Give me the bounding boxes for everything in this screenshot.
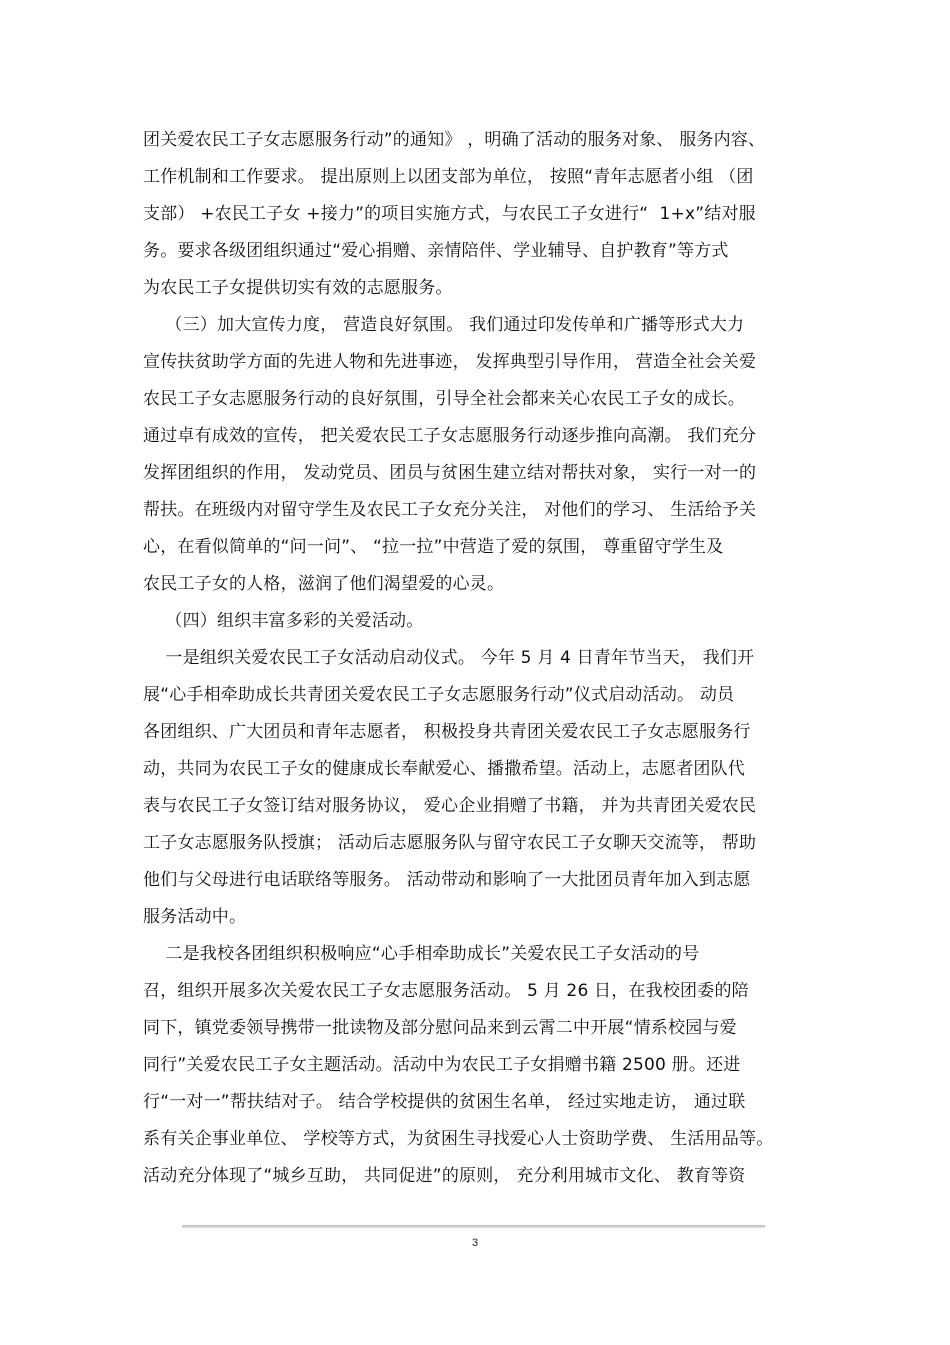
text-line: 动，共同为农民工子女的健康成长奉献爱心、播撒希望。活动上，志愿者团队代 — [143, 759, 745, 779]
text-line: 召，组织开展多次关爱农民工子女志愿服务活动。 5 月 26 日，在我校团委的陪 — [143, 981, 749, 1001]
text-line: 活动充分体现了“城乡互助， 共同促进”的原则， 充分利用城市文化、 教育等资 — [143, 1166, 746, 1186]
text-line: 帮扶。在班级内对留守学生及农民工子女充分关注， 对他们的学习、 生活给予关 — [143, 500, 757, 520]
text-line: 支部） +农民工子女 +接力”的项目实施方式，与农民工子女进行“ 1+x”结对服 — [143, 204, 756, 224]
text-line: 二是我校各团组织积极响应“心手相牵助成长”关爱农民工子女活动的号 — [143, 944, 700, 964]
text-line: 农民工子女志愿服务行动的良好氛围，引导全社会都来关心农民工子女的成长。 — [143, 389, 745, 409]
text-line: 团关爱农民工子女志愿服务行动”的通知》 ，明确了活动的服务对象、 服务内容、 — [143, 130, 766, 150]
text-line: 展“心手相牵助成长共青团关爱农民工子女志愿服务行动”仪式启动活动。 动员 — [143, 685, 735, 705]
text-line: 心，在看似简单的“问一问”、 “拉一拉”中营造了爱的氛围， 尊重留守学生及 — [143, 537, 724, 557]
text-line: 同下，镇党委领导携带一批读物及部分慰问品来到云霄二中开展“情系校园与爱 — [143, 1018, 737, 1038]
section-heading: （四）组织丰富多彩的关爱活动。 — [143, 611, 424, 631]
text-line: 工作机制和工作要求。 提出原则上以团支部为单位， 按照“青年志愿者小组 （团 — [143, 167, 754, 187]
text-line: 表与农民工子女签订结对服务协议， 爱心企业捐赠了书籍， 并为共青团关爱农民 — [143, 796, 757, 816]
text-line: 行“一对一”帮扶结对子。 结合学校提供的贫困生名单， 经过实地走访， 通过联 — [143, 1092, 746, 1112]
text-line: 宣传扶贫助学方面的先进人物和先进事迹， 发挥典型引导作用， 营造全社会关爱 — [143, 352, 757, 372]
text-line: 农民工子女的人格，滋润了他们渴望爱的心灵。 — [143, 574, 505, 594]
text-line: 各团组织、广大团员和青年志愿者， 积极投身共青团关爱农民工子女志愿服务行 — [143, 722, 751, 742]
text-line: 发挥团组织的作用， 发动党员、团员与贫困生建立结对帮扶对象， 实行一对一的 — [143, 463, 757, 483]
page-number: 3 — [471, 1237, 479, 1249]
footer-divider — [182, 1225, 765, 1228]
text-line: 为农民工子女提供切实有效的志愿服务。 — [143, 278, 453, 298]
text-line: 服务活动中。 — [143, 907, 247, 927]
text-line: 他们与父母进行电话联络等服务。 活动带动和影响了一大批团员青年加入到志愿 — [143, 870, 751, 890]
text-line: 一是组织关爱农民工子女活动启动仪式。 今年 5 月 4 日青年节当天， 我们开 — [143, 648, 755, 668]
text-line: 务。要求各级团组织通过“爱心捐赠、亲情陪伴、学业辅导、自护教育”等方式 — [143, 241, 729, 261]
text-line: 系有关企事业单位、 学校等方式，为贫困生寻找爱心人士资助学费、 生活用品等。 — [143, 1129, 774, 1149]
text-line: 工子女志愿服务队授旗； 活动后志愿服务队与留守农民工子女聊天交流等， 帮助 — [143, 833, 757, 853]
text-line: 通过卓有成效的宣传， 把关爱农民工子女志愿服务行动逐步推向高潮。 我们充分 — [143, 426, 757, 446]
text-line: （三）加大宣传力度， 营造良好氛围。 我们通过印发传单和广播等形式大力 — [143, 315, 745, 335]
text-line: 同行”关爱农民工子女主题活动。活动中为农民工子女捐赠书籍 2500 册。还进 — [143, 1055, 741, 1075]
